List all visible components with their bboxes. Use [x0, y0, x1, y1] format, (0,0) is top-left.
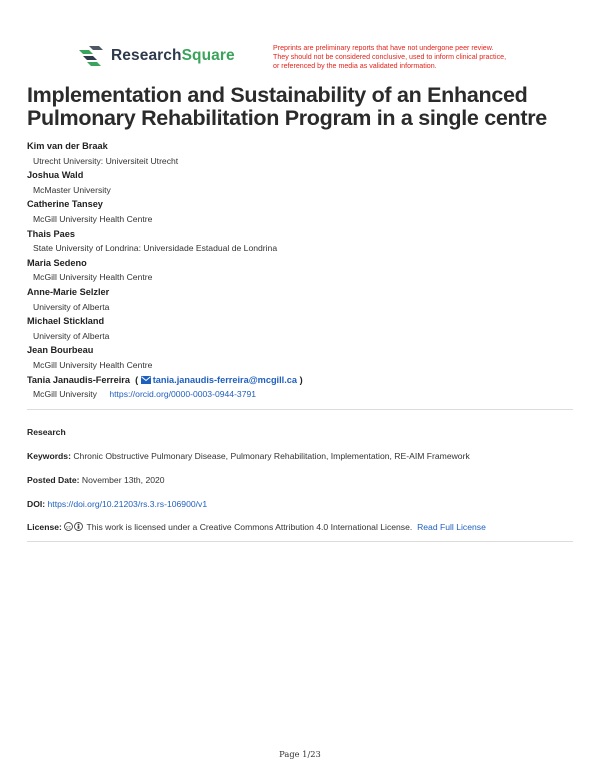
posted-date-label: Posted Date: [27, 475, 80, 485]
author-name: Thais Paes [27, 228, 76, 239]
envelope-icon [141, 376, 151, 384]
corresponding-author-name: Tania Janaudis-Ferreira [27, 374, 130, 385]
author-name: Joshua Wald [27, 170, 84, 181]
preprint-disclaimer-line: or referenced by the media as validated information. [273, 61, 437, 70]
author-affiliation: Utrecht University: Universiteit Utrecht [33, 155, 179, 166]
author-affiliation: University of Alberta [33, 301, 110, 312]
author-list [27, 139, 577, 402]
creative-commons-icon [64, 522, 84, 531]
corresponding-affiliation-row [27, 387, 577, 402]
author-name: Michael Stickland [27, 316, 105, 327]
author-affiliation: McGill University Health Centre [33, 213, 153, 224]
email-link[interactable]: tania.janaudis-ferreira@mcgill.ca [152, 374, 297, 385]
doi-label: DOI: [27, 499, 46, 509]
read-full-license-link[interactable]: Read Full License [417, 522, 486, 532]
research-square-logo[interactable] [77, 46, 235, 66]
paren-open: ( [135, 374, 139, 385]
paper-title: Implementation and Sustainability of an Enhanced Pulmonary Rehabilitation Program in a single centre [27, 83, 547, 130]
author-name: Maria Sedeno [27, 257, 87, 268]
author-affiliation: McGill University Health Centre [33, 359, 153, 370]
divider [27, 409, 573, 410]
author-affiliation: McGill University Health Centre [33, 272, 153, 283]
license-label: License: [27, 522, 62, 532]
svg-text:cc: cc [66, 525, 72, 531]
author-affiliation: State University of Londrina: Universidade Estadual de Londrina [33, 243, 278, 254]
research-square-logo-icon [77, 46, 103, 66]
preprint-disclaimer-line: They should not be considered conclusive, used to inform clinical practice, [273, 52, 507, 61]
logo-wordmark [111, 47, 235, 65]
page-number: Page 1/23 [279, 749, 321, 759]
author-affiliation: McGill University [33, 389, 97, 400]
preprint-disclaimer-line: Preprints are preliminary reports that have not undergone peer review. [273, 44, 494, 52]
author-name: Anne-Marie Selzler [27, 286, 110, 297]
license-text: This work is licensed under a Creative Commons Attribution 4.0 International License. [86, 522, 413, 532]
keywords-label: Keywords: [27, 451, 71, 461]
corresponding-author [27, 373, 577, 388]
author-affiliation: University of Alberta [33, 330, 110, 341]
orcid-link[interactable]: https://orcid.org/0000-0003-0944-3791 [109, 389, 257, 400]
posted-date-value: November 13th, 2020 [81, 475, 165, 485]
divider [27, 541, 573, 542]
paren-close: ) [299, 374, 303, 385]
license-row [27, 521, 577, 533]
logo-word-square: Square [181, 47, 235, 64]
author-affiliation: McMaster University [33, 184, 111, 195]
keywords-row [27, 450, 577, 462]
author-name: Kim van der Braak [27, 141, 108, 151]
doi-link[interactable]: https://doi.org/10.21203/rs.3.rs-106900/v1 [47, 499, 208, 509]
author-name: Jean Bourbeau [27, 345, 94, 356]
preprint-disclaimer [273, 44, 573, 71]
author-name: Catherine Tansey [27, 199, 103, 210]
doi-row [27, 498, 577, 510]
posted-date-row [27, 474, 577, 486]
keywords-value: Chronic Obstructive Pulmonary Disease, Pulmonary Rehabilitation, Implementation, RE-AIM Framework [73, 451, 470, 461]
article-type: Research [27, 427, 66, 437]
logo-word-research: Research [111, 47, 182, 64]
